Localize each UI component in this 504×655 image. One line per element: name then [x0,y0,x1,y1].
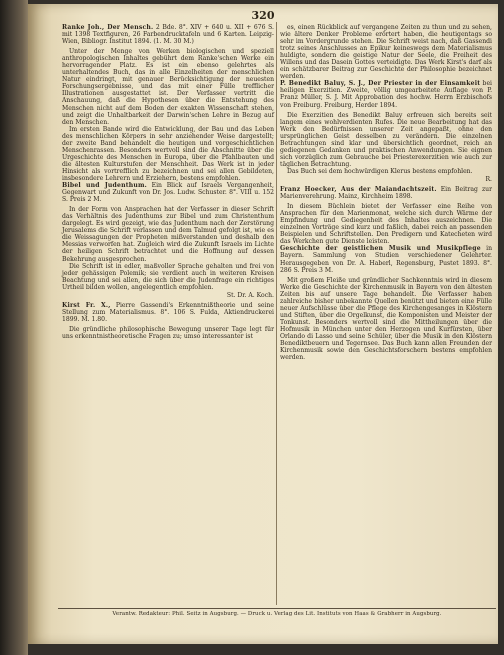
review-entry-title: Franz Hoecker, Aus der Maiandachtszeit. [280,186,437,194]
review-entry-bibliography: Ein Beitrag zur Marienverehrung. Mainz, Kirchheim 1898. [280,186,492,201]
review-entry-heading [62,182,274,203]
review-entry-heading [280,245,492,273]
review-paragraph: Die Schrift ist in edler, maßvoller Sprache gehalten und frei von jeder gehässigen Polemik; sie verdient auch in weiteren Kreisen Beachtung und sei allen, die sich über die Judenfrage ein richtiges Urtheil bilden wollen, angelegentlich empfohlen. [62,262,274,291]
review-paragraph: In der Form von Ansprachen hat der Verfasser in dieser Schrift das Verhältnis des Judenthums zur Bibel und zum Christenthum dargelegt. Es wird gezeigt, wie das Judenthum nach der Zerstörung Jerusalems die Schrift verlassen und dem Talmud gefolgt ist, wie es die Weissagungen der Propheten mißverstanden und deshalb den Messias verworfen hat. Zugleich wird die Zukunft Israels im Lichte der heiligen Schrift betrachtet und die Hoffnung auf dessen Bekehrung ausgesprochen. [62,206,274,263]
review-signature: St. Dr. A. Koch. [226,291,274,299]
left-column [62,24,274,340]
review-paragraph: Mit großem Fleiße und gründlicher Sachkenntnis wird in diesem Werke die Geschichte der Kirchenmusik in Bayern von den ältesten Zeiten bis auf unsere Tage behandelt. Die Verfasser haben zahlreiche bisher unbekannte Quellen benützt und bieten eine Fülle neuer Aufschlüsse über die Pflege des Kirchengesanges in Klöstern und Stiften, über die Orgelkunst, die Komponisten und Meister der Tonkunst. Besonders wertvoll sind die Mittheilungen über die Hofmusik in München unter den Herzogen und Kurfürsten, über Orlando di Lasso und seine Schüler, über die Musik in den Klöstern Benediktbeuern und Tegernsee. Das Buch kann allen Freunden der Kirchenmusik sowie den Geschichtsforschern bestens empfohlen werden. [280,276,492,362]
review-paragraph: Die Exerzitien des Benedikt Baluy erfreuen sich bereits seit langem eines wohlverdienten Rufes. Die neue Bearbeitung hat das Werk den Bedürfnissen unserer Zeit angepaßt, ohne den ursprünglichen Geist desselben zu verändern. Die einzelnen Betrachtungen sind klar und übersichtlich geordnet, reich an gediegenen Gedanken und praktischen Anwendungen. Sie eignen sich vorzüglich zum Gebrauche bei Priesterexerzitien wie auch zur täglichen Betrachtung. [280,111,492,168]
footer-rule [58,608,496,609]
review-paragraph: Die gründliche philosophische Bewegung unserer Tage legt für uns erkenntnistheoretische Fragen zu; umso interessanter ist [62,325,274,340]
imprint-footer: Verantw. Redakteur: Phil. Seitz in Augsburg. — Druck u. Verlag des Lit. Instituts von Haas & Grabherr in Augsburg. [112,611,442,617]
review-paragraph: In diesem Büchlein bietet der Verfasser eine Reihe von Ansprachen für den Marienmonat, welche sich durch Wärme der Empfindung und Gediegenheit des Inhaltes auszeichnen. Die einzelnen Vorträge sind kurz und faßlich, dabei reich an passenden Beispielen und Schriftstellen. Den Predigern und Katecheten wird das Werkchen gute Dienste leisten. [280,203,492,246]
review-paragraph: Unter der Menge von Werken biologischen und speziell anthropologischen Inhaltes gebührt dem Ranke'schen Werke ein hervorragender Platz. Es ist ein ebenso gelehrtes als unterhaltendes Buch, das in alle Einzelheiten der menschlichen Natur eindringt, mit genauer Berücksichtigung der neuesten Forschungsergebnisse, und das mit einer Fülle trefflicher Illustrationen ausgestattet ist. Der Verfasser vertritt die Anschauung, daß die Hypothesen über die Entstehung des Menschen nicht auf dem Boden der exakten Wissenschaft stehen, und zeigt die Unhaltbarkeit der Darwin'schen Lehre in Bezug auf den Menschen. [62,48,274,126]
review-entry-title: P. Benedikt Baluy, S. J., Der Priester in der Einsamkeit [280,80,481,88]
review-entry-bibliography: Pierre Gassendi's Erkenntnißtheorie und seine Stellung zum Materialismus. 8°. 106 S. Fulda, Aktiendruckerei 1899. M. 1.80. [62,301,275,323]
review-entry-title: Geschichte der geistlichen Musik und Musikpflege [280,245,481,253]
column-divider [276,22,277,605]
review-entry-heading [62,24,274,45]
review-signature: R. [485,175,492,183]
review-entry-bibliography: Ein Blick auf Israels Vergangenheit, Gegenwart und Zukunft von Dr. Jos. Ludw. Schuster. 8°. VIII u. 152 S. Preis 2 M. [62,182,274,204]
page-number: 320 [251,9,275,22]
review-paragraph: Das Buch sei dem hochwürdigen Klerus bestens empfohlen. [287,167,473,175]
review-entry-bibliography: in Bayern. Sammlung von Studien verschiedener Gelehrter. Herausgegeben von Dr. A. Haberl, Regensburg, Pustet 1893. 8°. 286 S. Preis 3 M. [280,245,492,274]
review-entry-heading [280,80,492,108]
review-entry-bibliography: 2 Bde. 8°. XIV + 640 u. XII + 676 S. mit 1398 Textfiguren, 26 Farbendrucktafeln und 6 Karten. Leipzig-Wien, Bibliogr. Institut 1894. (1. M. 30 M.) [62,24,274,46]
review-paragraph: es, einen Rückblick auf vergangene Zeiten zu thun und zu sehen, wie ältere Denker Probleme erörtert haben, die heutigentags so sehr im Vordergrunde stehen. Die Schrift weist nach, daß Gassendi trotz seines Anschlusses an Epikur keineswegs dem Materialismus huldigte, sondern die geistige Natur der Seele, die Freiheit des Willens und das Dasein Gottes verteidigte. Das Werk Kirst's darf als ein schätzbarer Beitrag zur Geschichte der Philosophie bezeichnet werden. [280,24,492,81]
review-entry-title: Kirst Fr. X., [62,301,111,309]
right-column [280,24,492,361]
review-entry-heading [280,186,492,200]
review-paragraph: Im ersten Bande wird die Entwicklung, der Bau und das Leben des menschlichen Körpers in sehr anziehender Weise dargestellt; der zweite Band behandelt die heutigen und vorgeschichtlichen Menschenrassen. Besonders wertvoll sind die Abschnitte über die Urgeschichte des Menschen in Europa, über die Pfahlbauten und die ältesten Kulturstufen der Menschheit. Das Werk ist in jeder Hinsicht als vortrefflich zu bezeichnen und sei allen Gebildeten, insbesondere Lehrern und Erziehern, bestens empfohlen. [62,125,274,182]
review-entry-bibliography: bei heiligen Exerzitien. Zweite, völlig umgearbeitete Auflage von P. Franz Müller, S. J. Mit Approbation des hochw. Herrn Erzbischofs von Freiburg. Freiburg, Herder 1894. [280,80,492,109]
review-entry-title: Bibel und Judenthum. [62,182,147,190]
book-spine [0,0,28,655]
review-entry-title: Ranke Joh., Der Mensch. [62,24,154,31]
review-entry-heading [62,302,274,323]
